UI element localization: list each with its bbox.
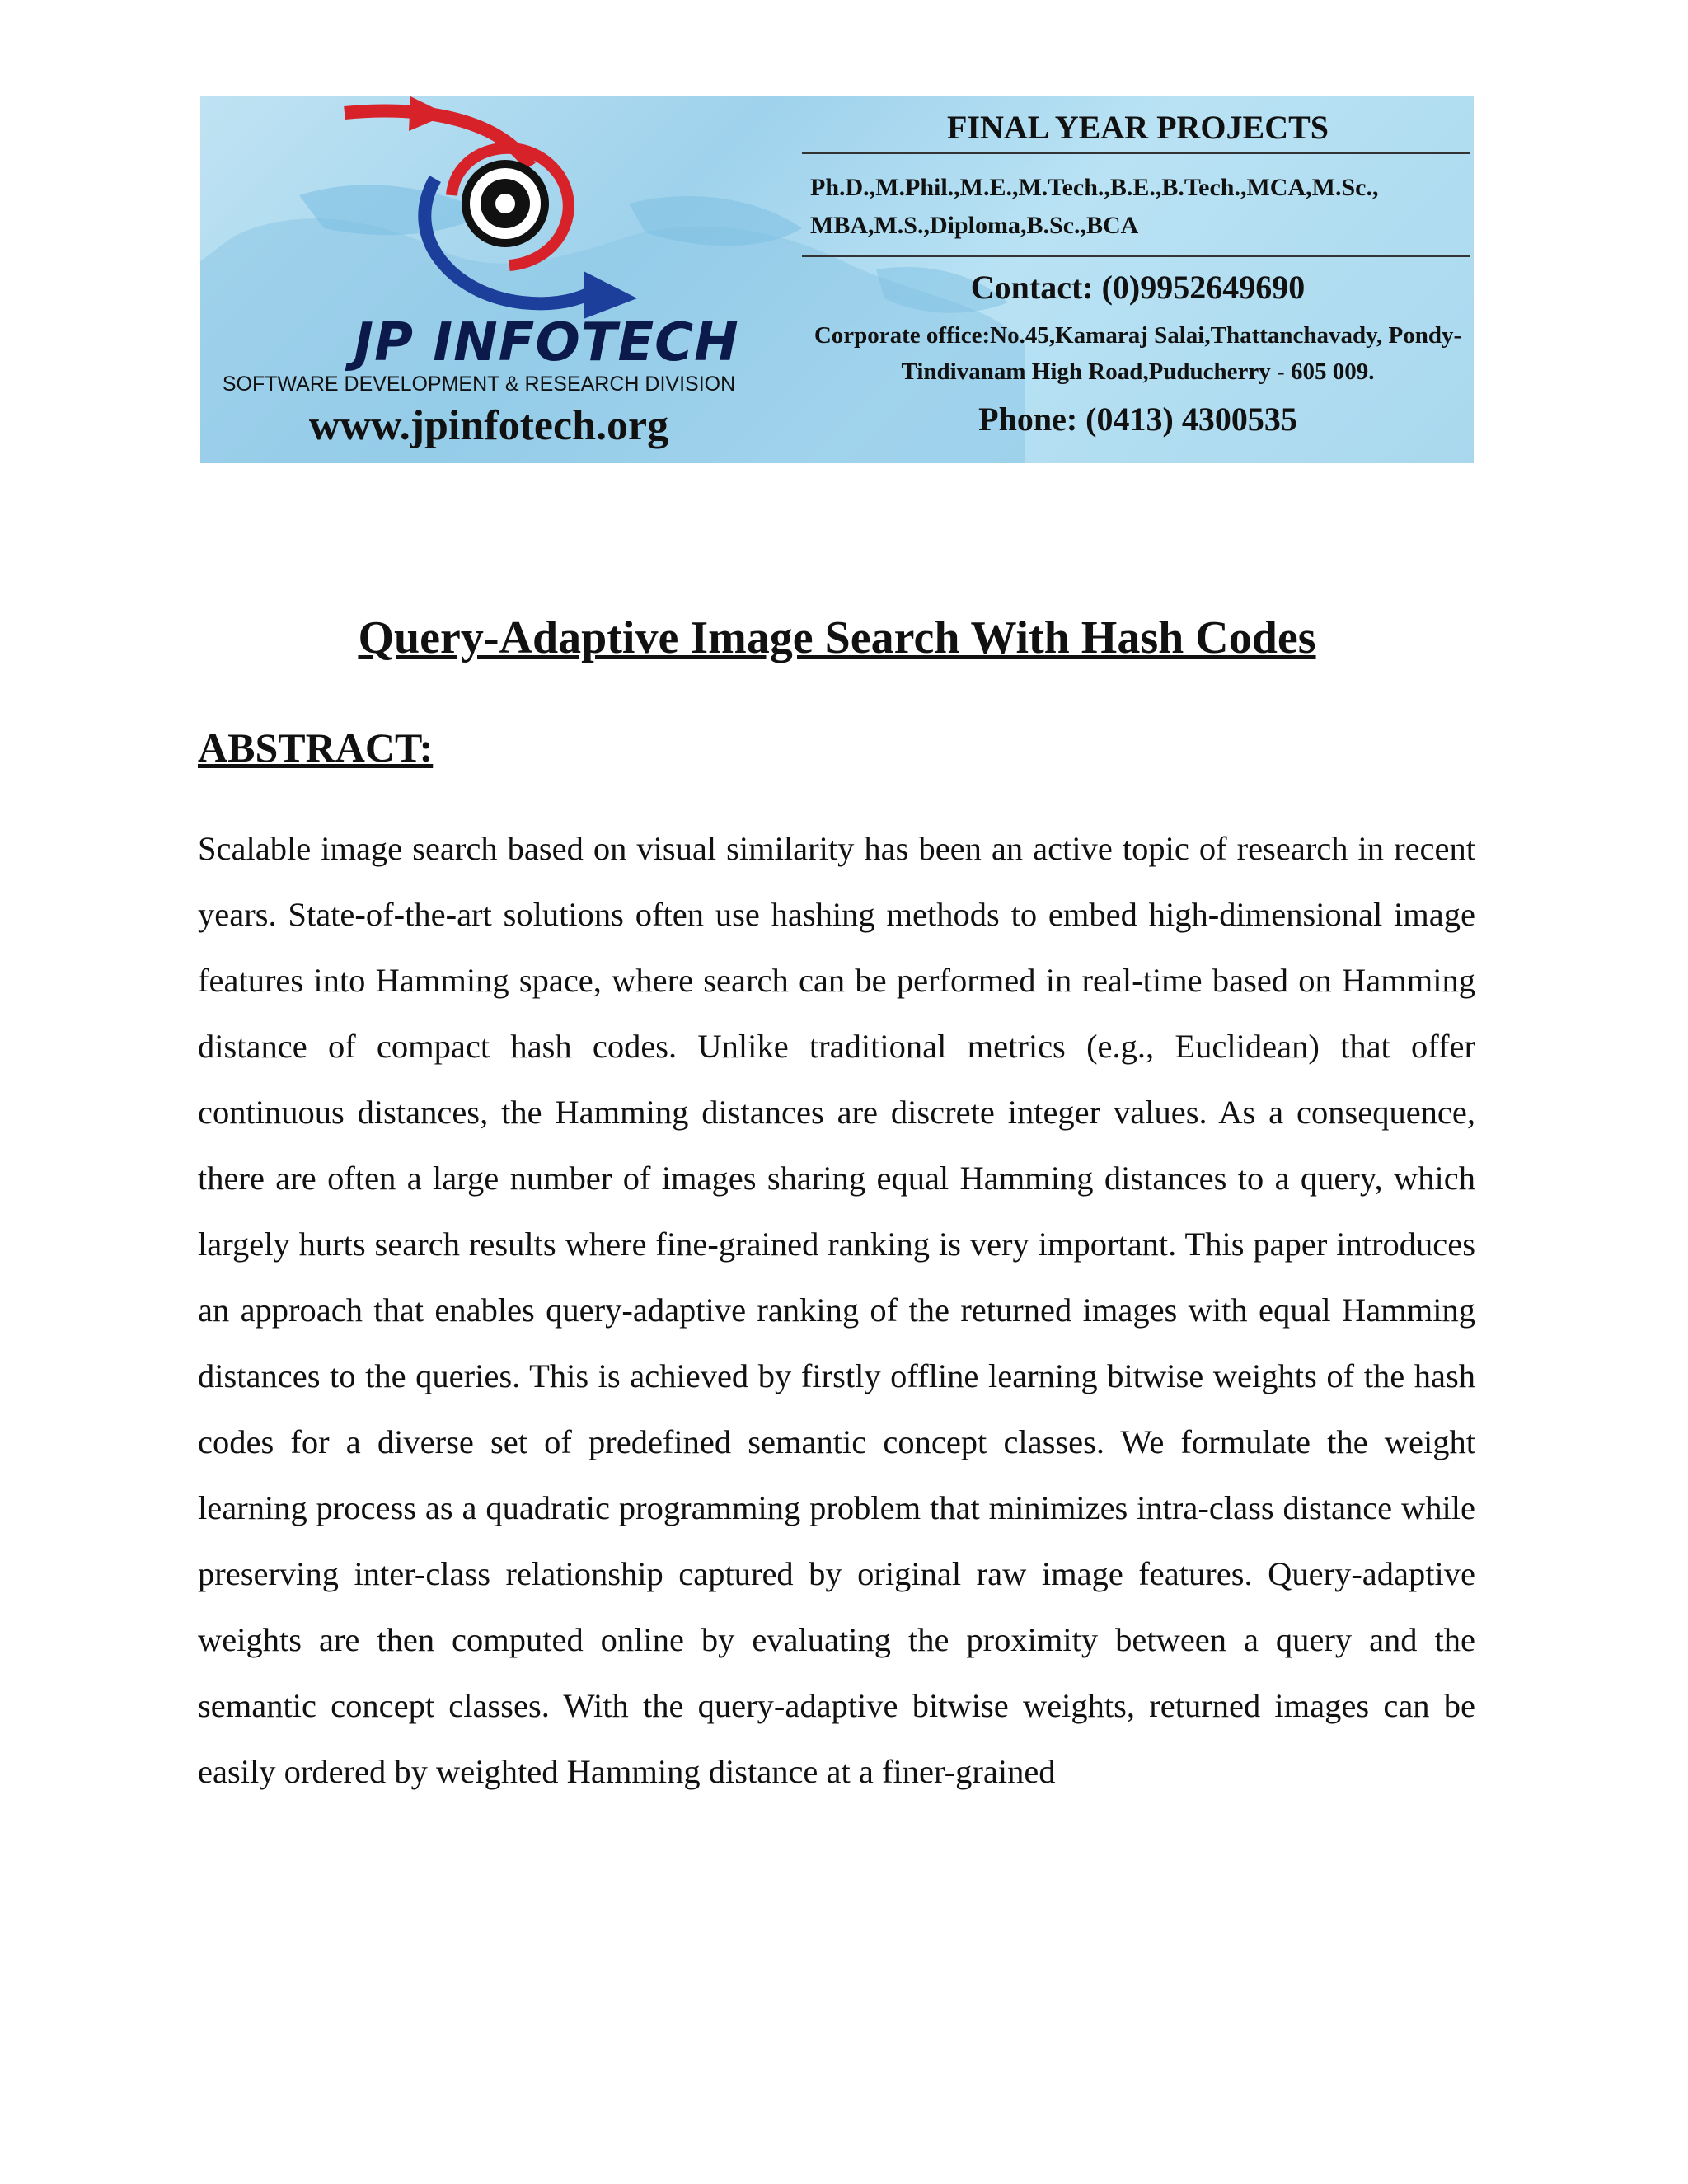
website-link[interactable]: www.jpinfotech.org <box>308 402 669 449</box>
header-banner <box>200 96 1474 463</box>
abstract-text: Scalable image search based on visual similarity has been an active topic of research in recent years. State-of-the-art solutions often use hashing methods to embed high-dimensional image features into Hamming space, where search can be performed in real-time based on Hamming distance of compact hash codes. Unlike traditional metrics (e.g., Euclidean) that offer continuous distances, the Hamming distances are discrete integer values. As a consequence, there are often a large number of images sharing equal Hamming distances to a query, which largely hurts search results where fine-grained ranking is very important. This paper introduces an approach that enables query-adaptive ranking of the returned images with equal Hamming distances to the queries. This is achieved by firstly offline learning bitwise weights of the hash codes for a diverse set of predefined semantic concept classes. We formulate the weight learning process as a quadratic programming problem that minimizes intra-class distance while preserving inter-class relationship captured by original raw image features. Query-adaptive weights are then computed online by evaluating the proximity between a query and the semantic concept classes. With the query-adaptive bitwise weights, returned images can be easily ordered by weighted Hamming distance at a finer-grained <box>198 830 1475 1790</box>
degree-list: Ph.D.,M.Phil.,M.E.,M.Tech.,B.E.,B.Tech.,MCA,M.Sc., MBA,M.S.,Diploma,B.Sc.,BCA <box>810 174 1379 239</box>
document-title: Query-Adaptive Image Search With Hash Codes <box>358 612 1316 663</box>
brand-division: SOFTWARE DEVELOPMENT & RESEARCH DIVISION <box>222 373 736 396</box>
office-address: Corporate office:No.45,Kamaraj Salai,Thattanchavady, Pondy-Tindivanam High Road,Puducherry - 605 009. <box>814 322 1462 385</box>
banner-info-panel <box>802 96 1474 463</box>
banner-heading: FINAL YEAR PROJECTS <box>946 109 1329 146</box>
divider <box>802 152 1470 154</box>
jp-infotech-logo-icon <box>312 96 658 335</box>
abstract-heading: ABSTRACT: <box>198 724 434 771</box>
brand-name: JP INFOTECH <box>354 312 739 373</box>
phone-number: Phone: (0413) 4300535 <box>978 401 1297 438</box>
divider <box>802 255 1470 257</box>
contact-number: Contact: (0)9952649690 <box>970 269 1306 306</box>
